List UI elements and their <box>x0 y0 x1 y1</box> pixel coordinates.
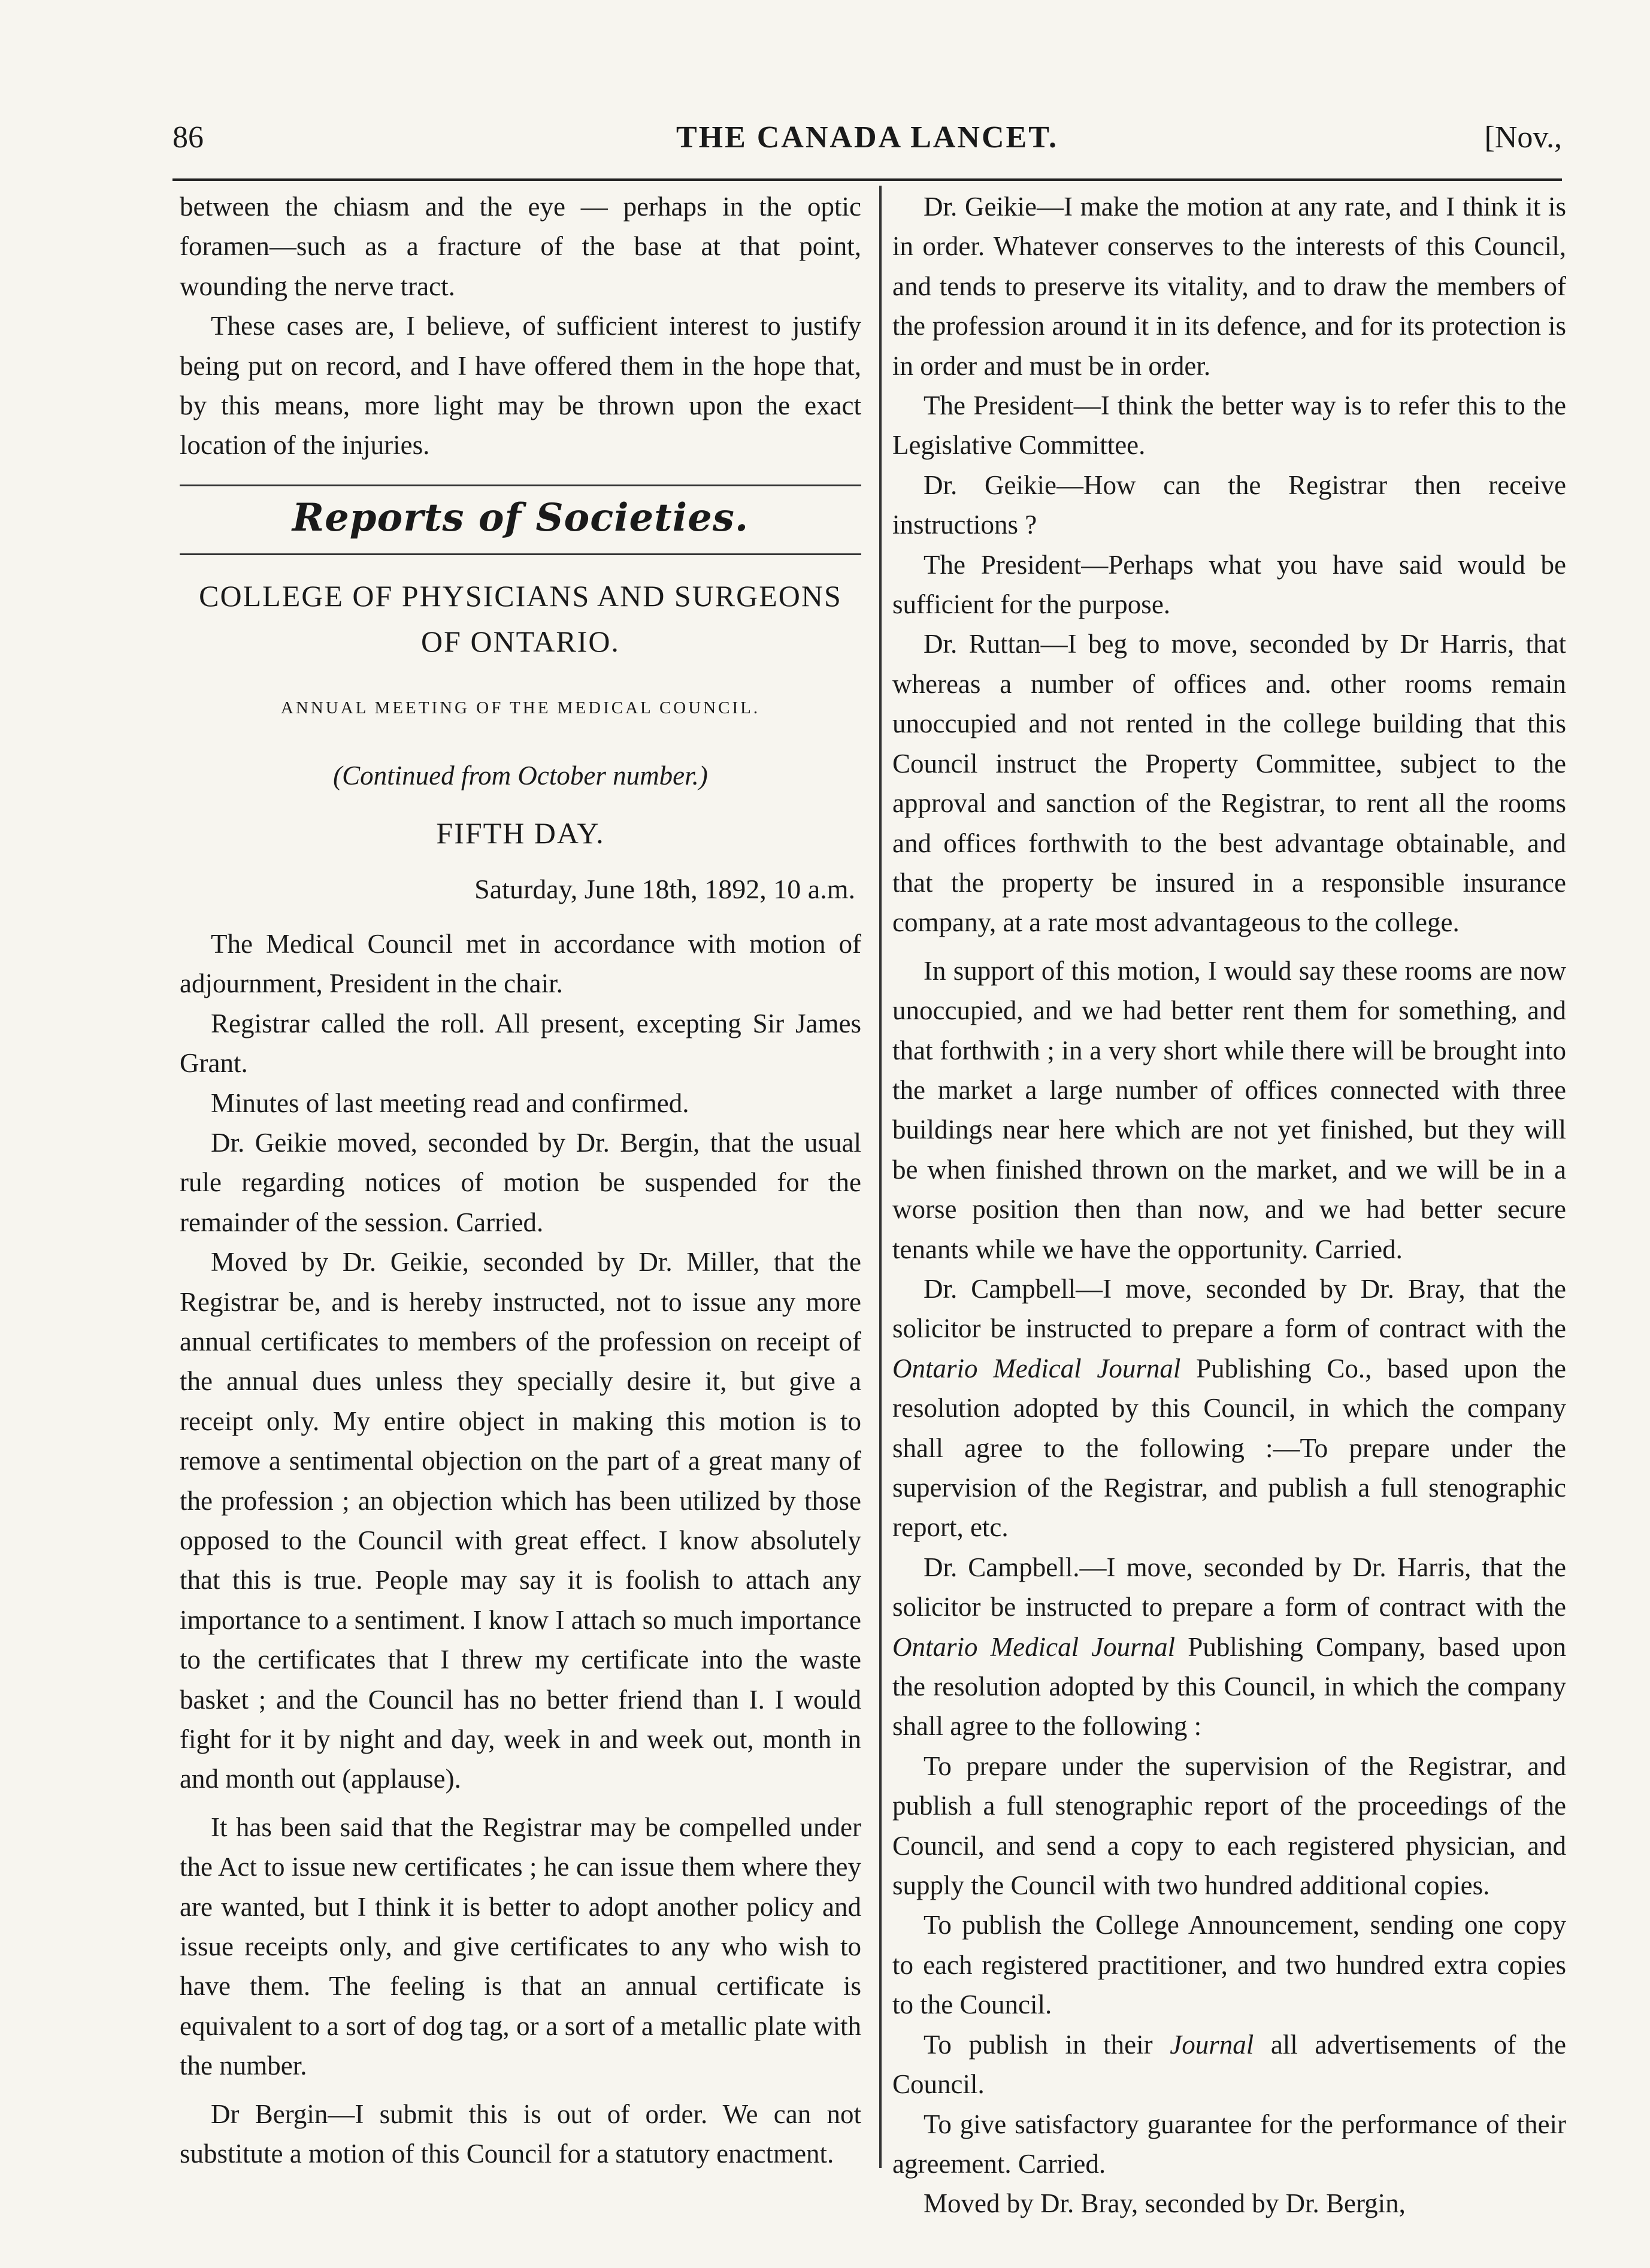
contract-item: To prepare under the supervision of the Registrar, and publish a full stenographic report of the proceedings of the Council, and send a copy to each registered physician, and supply the Council with two hundred additional copies. <box>892 1751 1566 1901</box>
date-line: Saturday, June 18th, 1892, 10 a.m. <box>474 874 855 905</box>
journal-name: Ontario Medical Journal <box>892 1353 1181 1383</box>
minutes-paragraph: Minutes of last meeting read and confirmed. <box>211 1088 689 1118</box>
left-column <box>180 187 861 2173</box>
journal-title: THE CANADA LANCET. <box>676 120 1059 155</box>
campbell-motion-bray: Dr. Campbell—I move, seconded by Dr. Bray, that the solicitor be instructed to prepare a form of contract with the Ontario Medical Journal Publishing Co., based upon the resolution adopted by this Council, in which the company shall agree to the following :—To prepare under the supervision of the Registrar, and publish a full stenographic report, etc. <box>892 1273 1566 1543</box>
right-column <box>892 187 1566 2224</box>
minutes-paragraph: The President—I think the better way is to refer this to the Legislative Committee. <box>892 390 1566 461</box>
minutes-paragraph: It has been said that the Registrar may be compelled under the Act to issue new certificates ; he can issue them where they are wanted, but I think it is better to adopt another policy and issue receipts only, and give certificates to any who wish to have them. The feeling is that an annual certificate is equivalent to a sort of dog tag, or a sort of a metallic plate with the number. <box>180 1812 861 2081</box>
contract-item: To publish the College Announcement, sending one copy to each registered practitioner, and two hundred extra copies to the Council. <box>892 1910 1566 2020</box>
journal-name: Journal <box>1170 2029 1254 2060</box>
minutes-paragraph: The Medical Council met in accordance with motion of adjournment, President in the chair. <box>180 928 861 999</box>
issue-month: [Nov., <box>1484 120 1562 155</box>
header-rule <box>172 178 1562 181</box>
contract-item: To publish in their Journal all advertisements of the Council. <box>892 2029 1566 2100</box>
intro-paragraph: between the chiasm and the eye — perhaps in the optic foramen—such as a fracture of the base at that point, wounding the nerve tract. <box>180 192 861 301</box>
column-divider <box>879 186 882 2168</box>
continued-note: (Continued from October number.) <box>333 760 708 791</box>
section-rule-top <box>180 485 861 486</box>
section-heading: Reports of Societies. <box>292 495 749 540</box>
college-heading: COLLEGE OF PHYSICIANS AND SURGEONS OF ONTARIO. <box>199 579 842 659</box>
minutes-paragraph: Dr Bergin—I submit this is out of order. We can not substitute a motion of this Council for a statutory enactment. <box>180 2099 861 2169</box>
minutes-paragraph: In support of this motion, I would say these rooms are now unoccupied, and we had better rent them for something, and that forthwith ; in a very short while there will be brought into the market a large number of offices connected with three buildings near here which are not yet finished, but they will be when finished thrown on the market, and we will be in a worse position then than now, and we had better secure tenants while we have the opportunity. Carried. <box>892 955 1566 1264</box>
council-subheading: ANNUAL MEETING OF THE MEDICAL COUNCIL. <box>280 698 761 718</box>
minutes-paragraph: Moved by Dr. Bray, seconded by Dr. Bergin, <box>924 2188 1406 2219</box>
journal-name: Ontario Medical Journal <box>892 1631 1176 1662</box>
campbell-motion-harris: Dr. Campbell.—I move, seconded by Dr. Harris, that the solicitor be instructed to prepare a form of contract with the Ontario Medical Journal Publishing Company, based upon the resolution adopted by this Council, in which the company shall agree to the following : <box>892 1552 1566 1742</box>
contract-item: To give satisfactory guarantee for the performance of their agreement. Carried. <box>892 2109 1566 2179</box>
minutes-paragraph: Dr. Geikie—I make the motion at any rate, and I think it is in order. Whatever conserves to the interests of this Council, and tends to preserve its vitality, and to draw the members of the profession around it in its defence, and for its protection is in order and must be in order. <box>892 192 1566 381</box>
minutes-paragraph: Dr. Ruttan—I beg to move, seconded by Dr Harris, that whereas a number of offices and. other rooms remain unoccupied and not rented in the college building that this Council instruct the Property Committee, subject to the approval and sanction of the Registrar, to rent all the rooms and offices forthwith to the best advantage obtainable, and that the property be insured in a responsible insurance company, at a rate most advantageous to the college. <box>892 629 1566 938</box>
intro-paragraph: These cases are, I believe, of sufficient interest to justify being put on record, and I have offered them in the hope that, by this means, more light may be thrown upon the exact location of the injuries. <box>180 311 861 461</box>
minutes-paragraph: The President—Perhaps what you have said would be sufficient for the purpose. <box>892 549 1566 620</box>
page-header <box>172 120 1562 162</box>
minutes-paragraph: Dr. Geikie—How can the Registrar then receive instructions ? <box>892 470 1566 540</box>
section-rule-bottom <box>180 553 861 555</box>
minutes-paragraph: Registrar called the roll. All present, excepting Sir James Grant. <box>180 1008 861 1079</box>
page-number: 86 <box>172 120 204 155</box>
day-heading: FIFTH DAY. <box>436 816 605 850</box>
minutes-paragraph: Moved by Dr. Geikie, seconded by Dr. Miller, that the Registrar be, and is hereby instructed, not to issue any more annual certificates to members of the profession on receipt of the annual dues unless they specially desire it, but give a receipt only. My entire object in making this motion is to remove a sentimental objection on the part of a great many of the profession ; an objection which has been utilized by those opposed to the Council with great effect. I know absolutely that this is true. People may say it is foolish to attach any importance to a sentiment. I know I attach so much importance to the certificates that I threw my certificate into the waste basket ; and the Council has no better friend than I. I would fight for it by night and day, week in and week out, month in and month out (applause). <box>180 1247 861 1794</box>
minutes-paragraph: Dr. Geikie moved, seconded by Dr. Bergin, that the usual rule regarding notices of motion be suspended for the remainder of the session. Carried. <box>180 1127 861 1237</box>
